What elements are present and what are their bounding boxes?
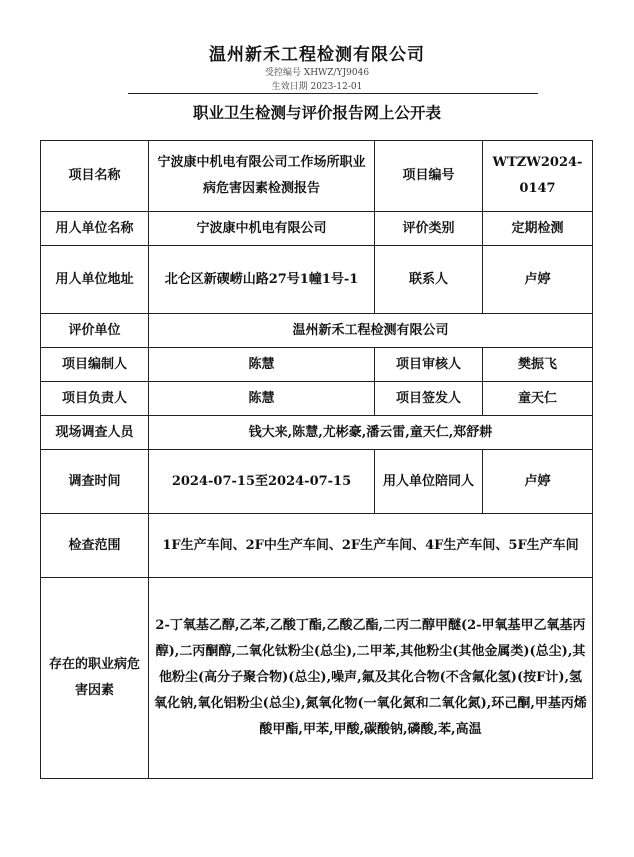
escort-label: 用人单位陪同人 — [375, 450, 483, 514]
contact-value: 卢婷 — [483, 246, 593, 314]
effective-date: 生效日期 2023-12-01 — [271, 82, 363, 92]
eval-type-label: 评价类别 — [375, 212, 483, 246]
contact-label: 联系人 — [375, 246, 483, 314]
address-value: 北仑区新碶崂山路27号1幢1号-1 — [149, 246, 375, 314]
reviewer-value: 樊振飞 — [483, 348, 593, 382]
page-title: 职业卫生检测与评价报告网上公开表 — [192, 103, 441, 122]
table-row — [41, 141, 593, 212]
issuer-value: 童天仁 — [483, 382, 593, 416]
address-label: 用人单位地址 — [41, 246, 149, 314]
lead-value: 陈慧 — [149, 382, 375, 416]
surveyors-value: 钱大来,陈慧,尤彬豪,潘云雷,童天仁,郑舒耕 — [149, 416, 593, 450]
lead-label: 项目负责人 — [41, 382, 149, 416]
table-row — [41, 450, 593, 514]
table-row — [41, 416, 593, 450]
control-number: 受控编号 XHWZ/YJ9046 — [264, 68, 370, 78]
eval-unit-value: 温州新禾工程检测有限公司 — [149, 314, 593, 348]
table-row — [41, 314, 593, 348]
project-no-label: 项目编号 — [375, 141, 483, 212]
company-name: 温州新禾工程检测有限公司 — [209, 45, 425, 65]
employer-value: 宁波康中机电有限公司 — [149, 212, 375, 246]
survey-time-label: 调查时间 — [41, 450, 149, 514]
scope-label: 检查范围 — [41, 514, 149, 578]
project-name-label: 项目名称 — [41, 141, 149, 212]
project-no-value: WTZW2024-0147 — [483, 141, 593, 212]
employer-label: 用人单位名称 — [41, 212, 149, 246]
table-row — [41, 514, 593, 578]
surveyors-label: 现场调查人员 — [41, 416, 149, 450]
disclosure-table — [40, 140, 593, 779]
header-divider — [128, 93, 538, 94]
table-row — [41, 246, 593, 314]
project-name-value: 宁波康中机电有限公司工作场所职业病危害因素检测报告 — [149, 141, 375, 212]
hazards-value: 2-丁氧基乙醇,乙苯,乙酸丁酯,乙酸乙酯,二丙二醇甲醚(2-甲氧基甲乙氧基丙醇),二丙酮醇,二氧化钛粉尘(总尘),二甲苯,其他粉尘(其他金属类)(总尘),其他粉尘(高分子聚合物)(总尘),噪声,氟及其化合物(不含氟化氢)(按F计),氢氧化钠,氧化铝粉尘(总尘),氮氧化物(一氧化氮和二氧化氮),环己酮,甲基丙烯酸甲酯,甲苯,甲酸,碳酸钠,磷酸,苯,高温 — [149, 578, 593, 779]
table-row — [41, 382, 593, 416]
scope-value: 1F生产车间、2F中生产车间、2F生产车间、4F生产车间、5F生产车间 — [149, 514, 593, 578]
escort-value: 卢婷 — [483, 450, 593, 514]
compiler-value: 陈慧 — [149, 348, 375, 382]
issuer-label: 项目签发人 — [375, 382, 483, 416]
table-row — [41, 212, 593, 246]
survey-time-value: 2024-07-15至2024-07-15 — [149, 450, 375, 514]
eval-type-value: 定期检测 — [483, 212, 593, 246]
eval-unit-label: 评价单位 — [41, 314, 149, 348]
hazards-label: 存在的职业病危害因素 — [41, 578, 149, 779]
table-row — [41, 348, 593, 382]
reviewer-label: 项目审核人 — [375, 348, 483, 382]
compiler-label: 项目编制人 — [41, 348, 149, 382]
table-row — [41, 578, 593, 779]
